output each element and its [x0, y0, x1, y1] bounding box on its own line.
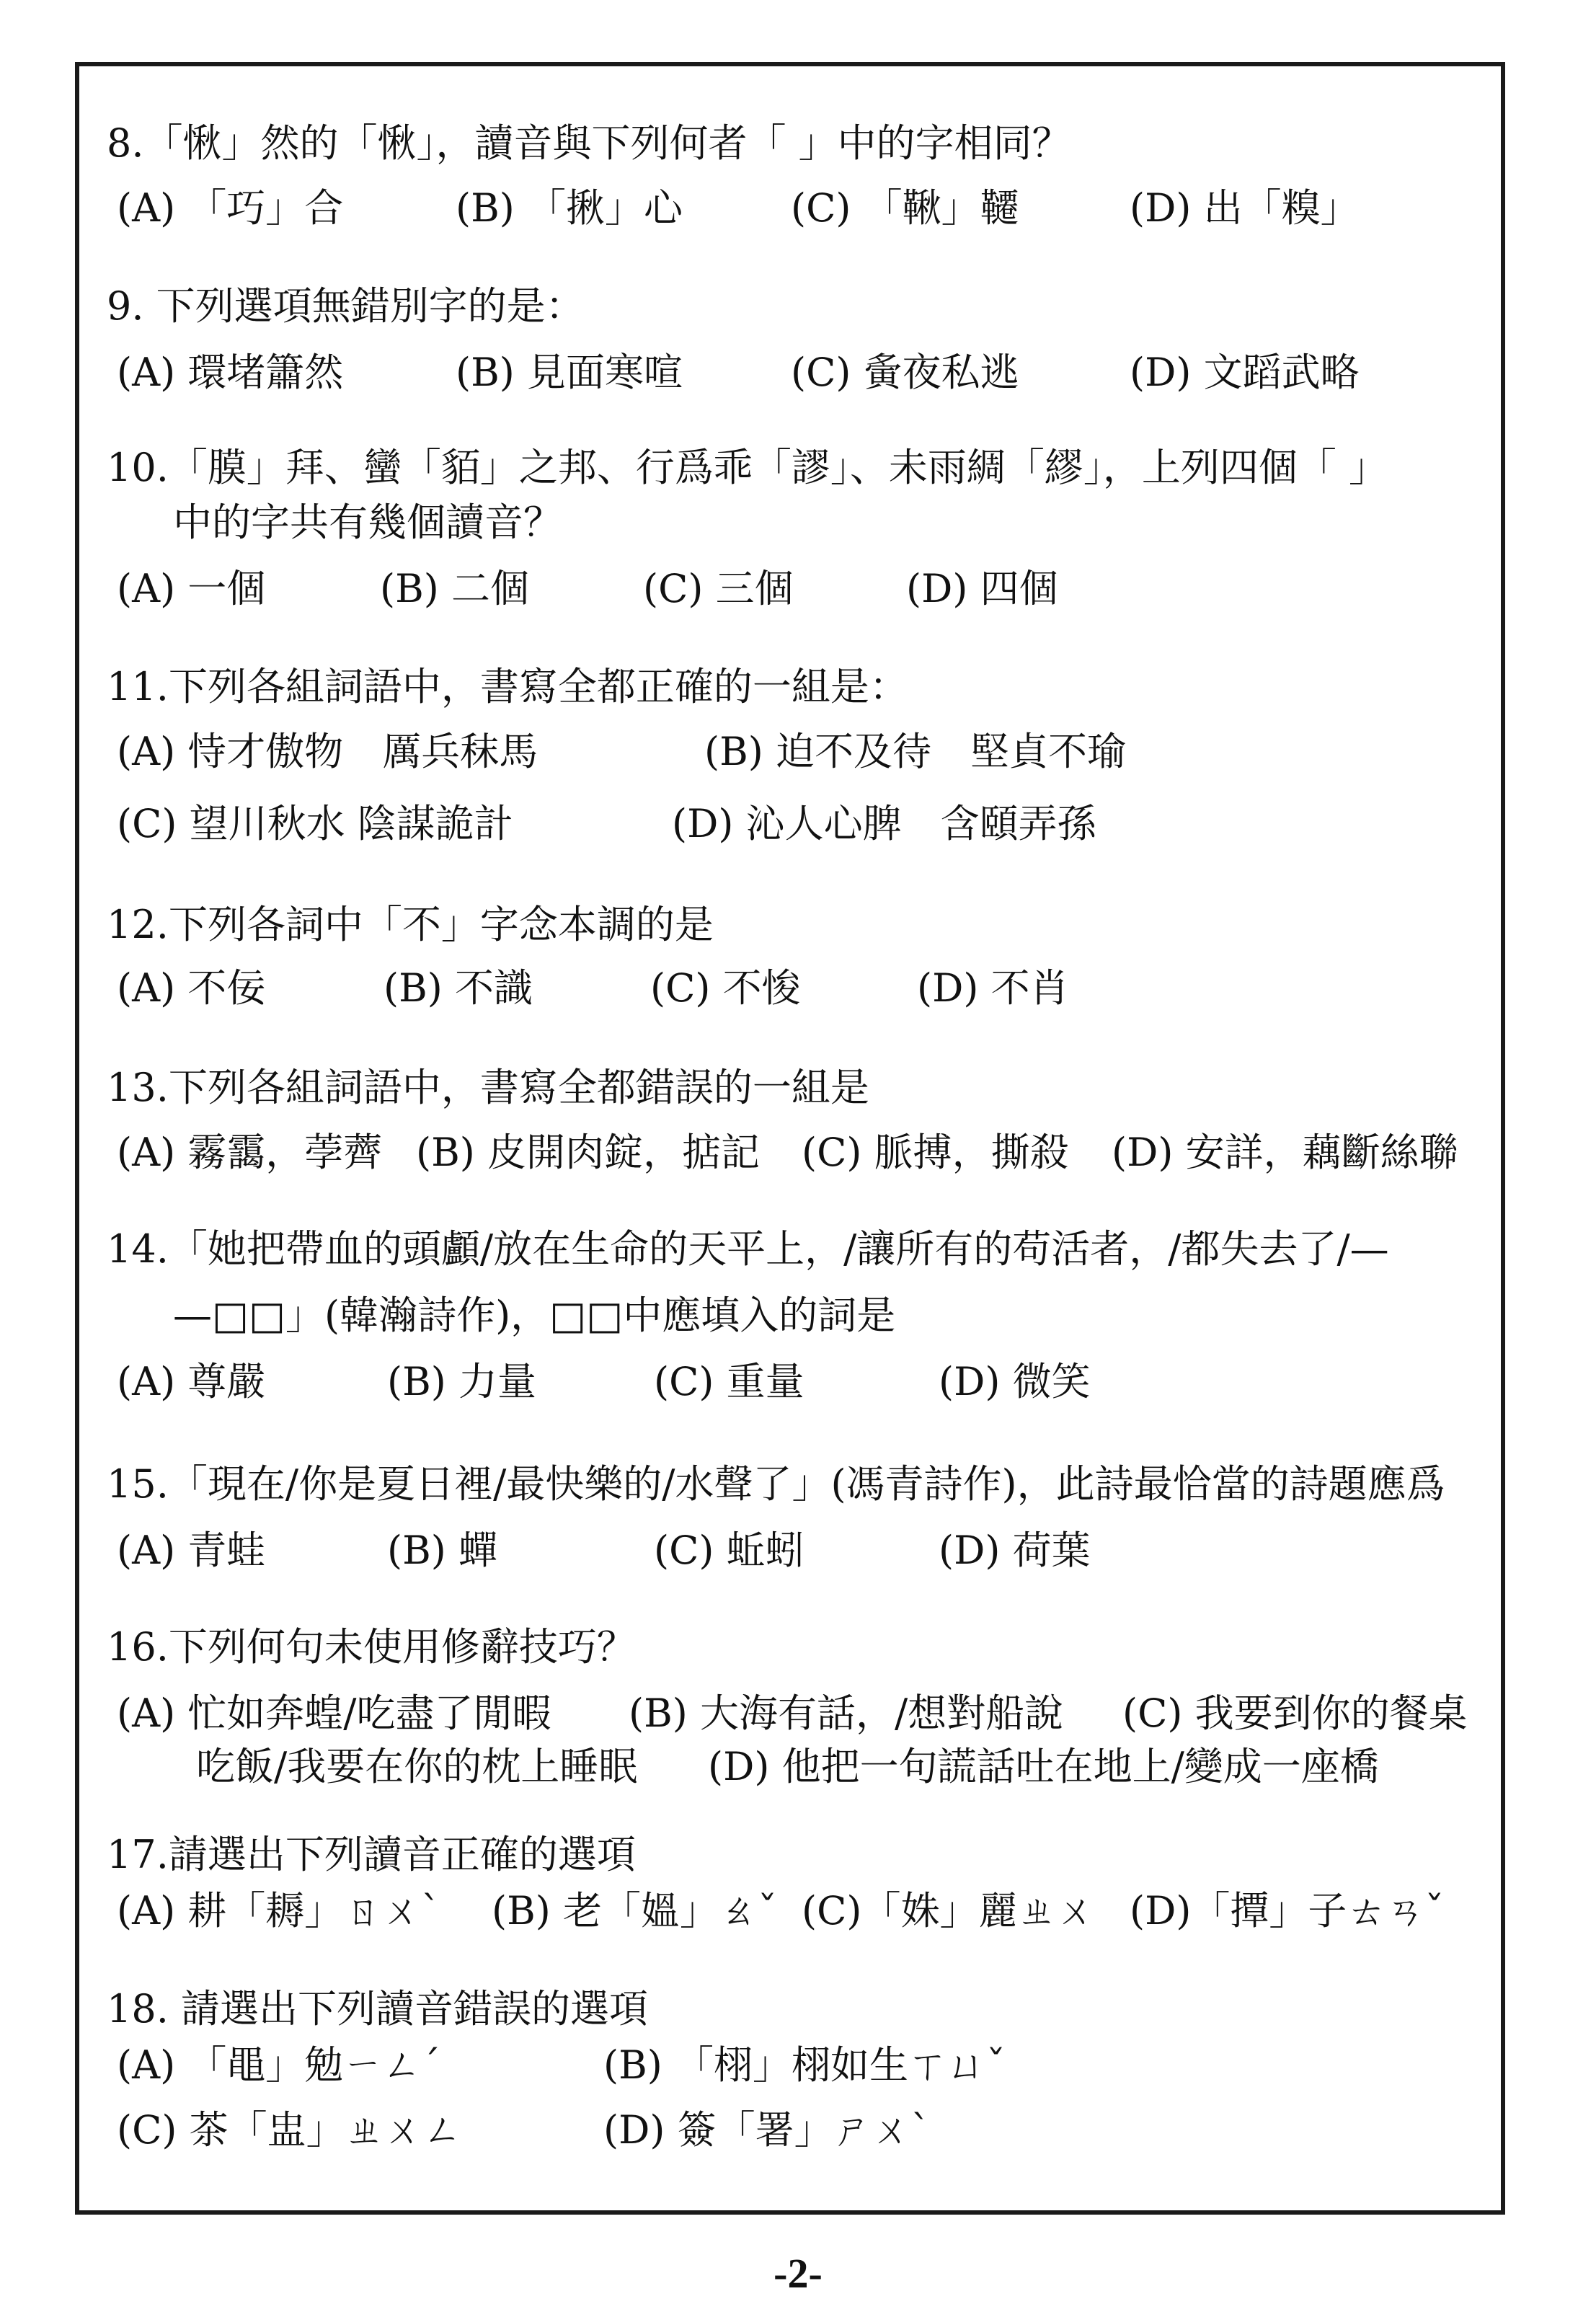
option-c: (C) 望川秋水 陰謀詭計	[117, 801, 513, 846]
option-b: (B) 蟬	[387, 1528, 497, 1573]
page-number: -2-	[773, 2250, 823, 2297]
option-b: (B) 力量	[387, 1359, 536, 1404]
option-d: (D) 簽「署」ㄕㄨˋ	[603, 2107, 931, 2153]
option-d: (D) 不肖	[917, 965, 1069, 1011]
question-stem: 11.下列各組詞語中，書寫全都正確的一組是：	[107, 664, 908, 709]
question-stem: 14.「她把帶血的頭顱/放在生命的天平上，/讓所有的苟活者，/都失去了/—	[107, 1226, 1389, 1272]
question-stem: 9. 下列選項無錯別字的是：	[107, 283, 585, 329]
option-c: (C) 「鞦」韆	[791, 185, 1019, 231]
option-a: (A) 一個	[117, 566, 266, 611]
option-a: (A) 環堵簫然	[117, 350, 344, 395]
option-b: (B) 大海有話，/想對船說	[629, 1691, 1064, 1736]
option-b: (B) 迫不及待 堅貞不瑜	[704, 729, 1126, 774]
option-d: (D) 安詳，藕斷絲聯	[1112, 1130, 1458, 1175]
option-d: (D) 四個	[906, 566, 1058, 611]
option-b: (B) 見面寒喧	[456, 350, 683, 395]
option-b: (B) 不識	[384, 965, 533, 1011]
option-a: (A) 「巧」合	[117, 185, 344, 231]
option-b: (B) 皮開肉錠，掂記	[416, 1130, 760, 1175]
option-c: (C) 重量	[654, 1359, 804, 1404]
option-d: (D)「撢」子ㄊㄢˇ	[1130, 1888, 1445, 1933]
question-stem-continued: —□□」(韓瀚詩作)，□□中應填入的詞是	[173, 1293, 896, 1338]
exam-page-frame	[75, 62, 1505, 2215]
option-d: (D) 他把一句謊話吐在地上/變成一座橋	[708, 1744, 1379, 1789]
option-a: (A) 尊嚴	[117, 1359, 266, 1404]
option-c: (C) 三個	[643, 566, 794, 611]
option-b: (B) 「揪」心	[456, 185, 683, 231]
question-stem: 17.請選出下列讀音正確的選項	[107, 1832, 636, 1877]
question-stem-continued: 中的字共有幾個讀音？	[173, 500, 562, 545]
option-c: (C)「姝」麗ㄓㄨ	[802, 1888, 1096, 1933]
option-a: (A) 「黽」勉ㄧㄥˊ	[117, 2042, 441, 2088]
option-d: (D) 沁人心脾 含頤弄孫	[672, 801, 1096, 846]
option-c-continued: 吃飯/我要在你的枕上睡眠	[196, 1744, 638, 1789]
option-c: (C) 茶「盅」ㄓㄨㄥ	[117, 2107, 462, 2153]
option-d: (D) 文蹈武略	[1130, 350, 1360, 395]
option-b: (B) 二個	[380, 566, 529, 611]
question-stem: 16.下列何句未使用修辭技巧？	[107, 1624, 636, 1670]
question-stem: 15.「現在/你是夏日裡/最快樂的/水聲了」(馮青詩作)，此詩最恰當的詩題應爲	[107, 1461, 1445, 1507]
option-a: (A) 忙如奔蝗/吃盡了閒暇	[117, 1691, 551, 1736]
option-d: (D) 微笑	[939, 1359, 1091, 1404]
option-b: (B) 老「媼」ㄠˇ	[492, 1888, 777, 1933]
question-stem: 13.下列各組詞語中，書寫全都錯誤的一組是	[107, 1065, 869, 1110]
question-stem: 18. 請選出下列讀音錯誤的選項	[107, 1986, 649, 2032]
question-stem: 8.「愀」然的「愀」，讀音與下列何者「 」中的字相同？	[107, 120, 1071, 166]
option-a: (A) 耕「耨」ㄖㄨˋ	[117, 1888, 441, 1933]
option-d: (D) 荷葉	[939, 1528, 1091, 1573]
option-b: (B) 「栩」栩如生ㄒㄩˇ	[603, 2042, 1006, 2088]
option-c: (C) 脈搏，撕殺	[802, 1130, 1069, 1175]
option-c: (C) 夤夜私逃	[791, 350, 1019, 395]
option-a: (A) 青蛙	[117, 1528, 266, 1573]
question-stem: 12.下列各詞中「不」字念本調的是	[107, 902, 714, 947]
option-c: (C) 我要到你的餐桌	[1122, 1691, 1468, 1736]
option-a: (A) 霧靄，荸薺	[117, 1130, 383, 1175]
question-stem: 10.「膜」拜、蠻「貊」之邦、行爲乖「謬」、未雨綢「繆」，上列四個「 」	[107, 445, 1388, 490]
option-d: (D) 出「糗」	[1130, 185, 1360, 231]
option-a: (A) 恃才傲物 厲兵秣馬	[117, 729, 538, 774]
option-c: (C) 不悛	[650, 965, 801, 1011]
option-c: (C) 蚯蚓	[654, 1528, 804, 1573]
option-a: (A) 不佞	[117, 965, 266, 1011]
